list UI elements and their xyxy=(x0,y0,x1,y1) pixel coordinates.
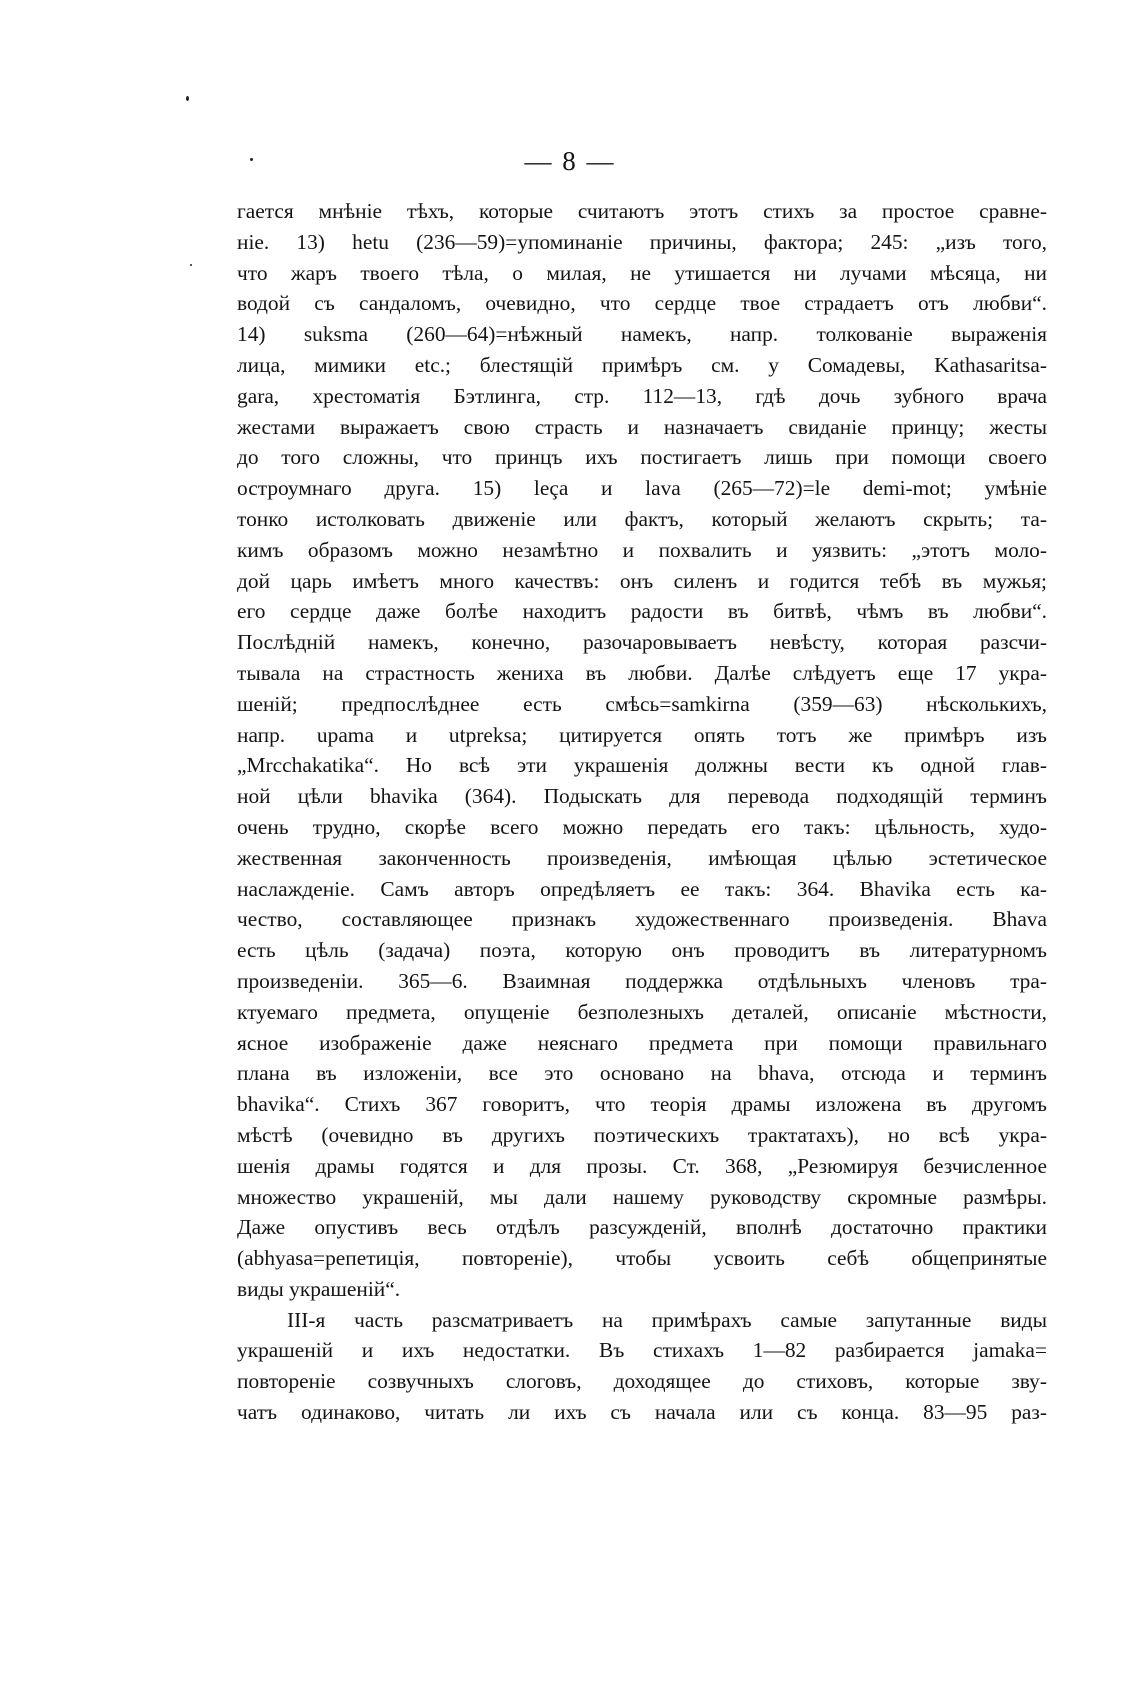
print-speck xyxy=(190,264,192,266)
text-line: тонко истолковать движеніе или фактъ, который желаютъ скрыть; та- xyxy=(237,506,1047,531)
text-line: шенія драмы годятся и для прозы. Ст. 368, „Резюмируя безчисленное xyxy=(237,1153,1047,1178)
text-line: произведеніи. 365—6. Взаимная поддержка отдѣльныхъ членовъ тра- xyxy=(237,968,1047,993)
text-line: напр. upama и utpreksa; цитируется опять тотъ же примѣръ изъ xyxy=(237,722,1047,747)
text-line: до того сложны, что принцъ ихъ постигаетъ лишь при помощи своего xyxy=(237,445,1047,470)
text-line: виды украшеній“. xyxy=(237,1276,401,1301)
text-line: повтореніе созвучныхъ слоговъ, доходящее до стиховъ, которые зву- xyxy=(237,1369,1047,1394)
text-line: шеній; предпослѣднее есть смѣсь=samkirna (359—63) нѣсколькихъ, xyxy=(237,691,1047,716)
text-line: ной цѣли bhavika (364). Подыскать для перевода подходящій терминъ xyxy=(237,784,1047,809)
text-line: очень трудно, скорѣе всего можно передать его такъ: цѣльность, худо- xyxy=(237,814,1047,839)
text-line: 14) suksma (260—64)=нѣжный намекъ, напр. толкованіе выраженія xyxy=(237,322,1047,347)
text-line: множество украшеній, мы дали нашему руководству скромные размѣры. xyxy=(237,1184,1047,1209)
text-line: ясное изображеніе даже неяснаго предмета при помощи правильнаго xyxy=(237,1030,1047,1055)
text-line: дой царь имѣетъ много качествъ: онъ силенъ и годится тебѣ въ мужья; xyxy=(237,568,1047,593)
text-line: наслажденіе. Самъ авторъ опредѣляетъ ее такъ: 364. Bhavika есть ка- xyxy=(237,876,1047,901)
text-line: водой съ сандаломъ, очевидно, что сердце твое страдаетъ отъ любви“. xyxy=(237,291,1047,316)
text-line: плана въ изложеніи, все это основано на bhava, отсюда и терминъ xyxy=(237,1061,1047,1086)
text-line: тывала на страстность жениха въ любви. Далѣе слѣдуетъ еще 17 укра- xyxy=(237,660,1047,685)
text-line: ктуемаго предмета, опущеніе безполезныхъ деталей, описаніе мѣстности, xyxy=(237,999,1047,1024)
text-line: что жаръ твоего тѣла, о милая, не утишается ни лучами мѣсяца, ни xyxy=(237,260,1047,285)
text-line: чество, составляющее признакъ художественнаго произведенія. Bhava xyxy=(237,907,1047,932)
page-number: — 8 — xyxy=(524,146,616,176)
text-line: (abhyasa=репетиція, повтореніе), чтобы усвоить себѣ общепринятые xyxy=(237,1246,1047,1271)
text-line: гается мнѣніе тѣхъ, которые считаютъ этотъ стихъ за простое сравне- xyxy=(237,199,1047,223)
text-line: мѣстѣ (очевидно въ другихъ поэтическихъ трактатахъ), но всѣ укра- xyxy=(237,1122,1047,1147)
text-line: лица, мимики etc.; блестящій примѣръ см. у Сомадевы, Kathasaritsa- xyxy=(237,352,1047,377)
text-line: кимъ образомъ можно незамѣтно и похвалить и уязвить: „этотъ моло- xyxy=(237,537,1047,562)
text-line: есть цѣль (задача) поэта, которую онъ проводитъ въ литературномъ xyxy=(237,938,1047,963)
print-speck xyxy=(186,96,189,101)
text-line: bhavika“. Стихъ 367 говоритъ, что теорія драмы изложена въ другомъ xyxy=(237,1092,1047,1117)
text-line: „Mrcchakatika“. Но всѣ эти украшенія должны вести къ одной глав- xyxy=(237,753,1047,778)
text-line: его сердце даже болѣе находитъ радости въ битвѣ, чѣмъ въ любви“. xyxy=(237,599,1047,624)
text-line: Послѣдній намекъ, конечно, разочаровываетъ невѣсту, которая разсчи- xyxy=(237,630,1047,655)
text-line: чатъ одинаково, читать ли ихъ съ начала или съ конца. 83—95 раз- xyxy=(237,1400,1047,1425)
paragraph-first-line: III-я часть разсматриваетъ на примѣрахъ самые запутанные виды xyxy=(287,1307,1047,1332)
text-line: остроумнаго друга. 15) leça и lava (265—72)=le demi-mot; умѣніе xyxy=(237,476,1047,501)
text-line: ніе. 13) hetu (236—59)=упоминаніе причины, фактора; 245: „изъ того, xyxy=(237,229,1047,254)
text-line: gara, хрестоматія Бэтлинга, стр. 112—13, гдѣ дочь зубного врача xyxy=(237,383,1047,408)
text-line: украшеній и ихъ недостатки. Въ стихахъ 1—82 разбирается jamaka= xyxy=(237,1338,1047,1363)
body-text xyxy=(237,196,1047,1428)
text-line: жестами выражаетъ свою страсть и назначаетъ свиданіе принцу; жесты xyxy=(237,414,1047,439)
text-line: жественная законченность произведенія, имѣющая цѣлью эстетическое xyxy=(237,845,1047,870)
text-line: Даже опустивъ весь отдѣлъ разсужденій, вполнѣ достаточно практики xyxy=(237,1215,1047,1240)
